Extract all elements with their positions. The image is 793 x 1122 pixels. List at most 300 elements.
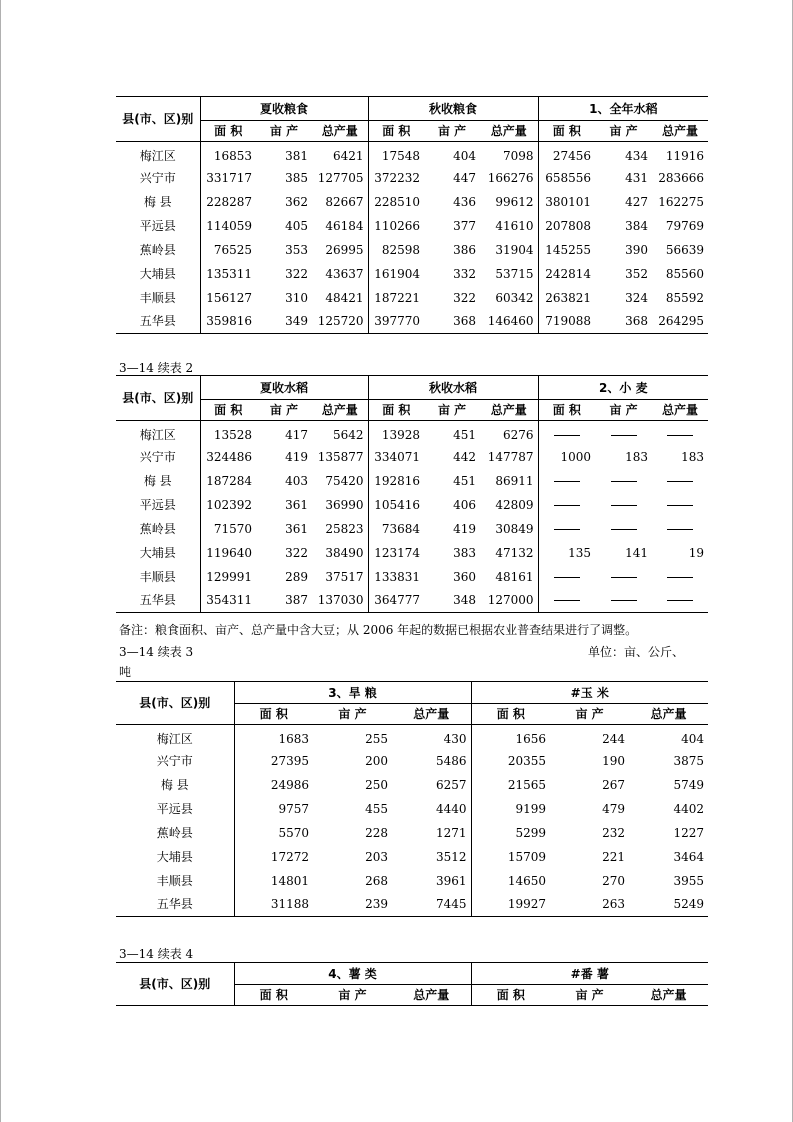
value-cell: 82598	[368, 238, 424, 262]
sub-header: 面 积	[200, 121, 256, 142]
sub-header: 总产量	[312, 121, 368, 142]
value-cell: 7098	[503, 148, 534, 163]
table-row	[116, 214, 708, 238]
value-cell: 102392	[200, 493, 256, 517]
sub-header: 面 积	[234, 985, 313, 1006]
sub-header: 总产量	[629, 985, 708, 1006]
value-cell: 5570	[234, 821, 313, 845]
table-1	[116, 96, 708, 334]
sub-header: 亩 产	[595, 400, 652, 421]
value-cell: 166276	[487, 170, 534, 185]
county-name: 平远县	[156, 801, 193, 816]
value-cell: 386	[453, 242, 477, 257]
table-row	[116, 541, 708, 565]
no-data-dash	[538, 517, 595, 541]
county-name: 梅 县	[143, 473, 172, 488]
no-data-dash	[595, 517, 652, 541]
value-cell: 430	[443, 731, 467, 746]
value-cell: 322	[285, 545, 308, 560]
value-cell: 442	[453, 449, 477, 464]
value-cell: 451	[453, 473, 477, 488]
sub-header: 面 积	[368, 121, 424, 142]
county-name: 平远县	[139, 497, 176, 512]
group-header: 3、旱 粮	[234, 682, 471, 704]
value-cell: 200	[365, 753, 388, 768]
value-cell: 19	[688, 545, 705, 560]
value-cell: 141	[625, 545, 649, 560]
table-row	[116, 469, 708, 493]
value-cell: 119640	[200, 541, 256, 565]
value-cell: 6276	[503, 427, 534, 442]
sub-header: 亩 产	[256, 400, 312, 421]
county-name: 五华县	[116, 589, 200, 613]
value-cell: 359816	[200, 310, 256, 334]
value-cell: 60342	[495, 290, 534, 305]
value-cell: 404	[681, 731, 705, 746]
sub-header: 面 积	[538, 400, 595, 421]
value-cell: 183	[681, 449, 705, 464]
value-cell: 322	[453, 290, 477, 305]
table-4	[116, 962, 708, 1006]
value-cell: 85560	[665, 266, 705, 281]
value-cell: 3464	[673, 849, 705, 864]
value-cell: 334071	[368, 445, 424, 469]
county-name: 兴宁市	[139, 170, 176, 185]
table-row	[116, 565, 708, 589]
table-2-note: 备注：粮食面积、亩产、总产量中含大豆；从 2006 年起的数据已根据农业普查结果进行了调整。	[119, 623, 638, 637]
value-cell: 146460	[480, 310, 538, 334]
value-cell: 56639	[665, 242, 705, 257]
group-header: 秋收水稻	[368, 376, 538, 400]
sub-header: 总产量	[392, 704, 471, 725]
value-cell: 145255	[538, 238, 595, 262]
value-cell: 127705	[317, 170, 364, 185]
dash-mark	[554, 600, 580, 601]
value-cell: 244	[602, 731, 626, 746]
value-cell: 26995	[325, 242, 364, 257]
value-cell: 162275	[658, 194, 705, 209]
value-cell: 137030	[312, 589, 368, 613]
value-cell: 187284	[200, 469, 256, 493]
value-cell: 207808	[538, 214, 595, 238]
sub-header: 面 积	[368, 400, 424, 421]
group-header: 2、小 麦	[538, 376, 708, 400]
value-cell: 447	[453, 170, 477, 185]
value-cell: 15709	[471, 845, 550, 869]
sub-header: 面 积	[234, 704, 313, 725]
value-cell: 38490	[325, 545, 364, 560]
county-name: 丰顺县	[156, 873, 193, 888]
value-cell: 123174	[368, 541, 424, 565]
value-cell: 156127	[200, 286, 256, 310]
dash-mark	[554, 435, 580, 436]
no-data-dash	[652, 589, 708, 613]
value-cell: 36990	[325, 497, 364, 512]
table-row	[116, 725, 708, 749]
table-3-caption: 3—14 续表 3	[119, 645, 194, 659]
group-header: #番 薯	[471, 963, 708, 985]
no-data-dash	[538, 493, 595, 517]
value-cell: 1656	[471, 725, 550, 749]
value-cell: 19927	[471, 893, 550, 917]
value-cell: 354311	[200, 589, 256, 613]
table-row	[116, 797, 708, 821]
dash-mark	[667, 529, 693, 530]
dash-mark	[554, 481, 580, 482]
value-cell: 183	[625, 449, 649, 464]
value-cell: 135311	[200, 262, 256, 286]
value-cell: 353	[285, 242, 308, 257]
table-row	[116, 286, 708, 310]
value-cell: 387	[256, 589, 312, 613]
county-name: 兴宁市	[156, 753, 193, 768]
row-header: 县(市、区)别	[116, 963, 234, 1006]
value-cell: 1227	[673, 825, 705, 840]
county-name: 梅江区	[139, 427, 176, 442]
county-name: 蕉岭县	[156, 825, 193, 840]
sub-header: 面 积	[200, 400, 256, 421]
no-data-dash	[595, 421, 652, 445]
dash-mark	[667, 577, 693, 578]
value-cell: 385	[285, 170, 308, 185]
table-row	[116, 869, 708, 893]
value-cell: 27395	[234, 749, 313, 773]
value-cell: 436	[453, 194, 477, 209]
value-cell: 85592	[665, 290, 705, 305]
value-cell: 47132	[495, 545, 534, 560]
value-cell: 21565	[471, 773, 550, 797]
no-data-dash	[652, 565, 708, 589]
dash-mark	[667, 505, 693, 506]
value-cell: 3955	[673, 873, 705, 888]
no-data-dash	[652, 517, 708, 541]
value-cell: 5642	[332, 427, 364, 442]
dash-mark	[611, 529, 637, 530]
value-cell: 75420	[325, 473, 364, 488]
table-row	[116, 310, 708, 334]
value-cell: 405	[285, 218, 308, 233]
county-name: 丰顺县	[139, 569, 176, 584]
value-cell: 255	[365, 731, 388, 746]
value-cell: 283666	[658, 170, 705, 185]
value-cell: 133831	[368, 565, 424, 589]
sub-header: 亩 产	[550, 704, 629, 725]
value-cell: 129991	[200, 565, 256, 589]
value-cell: 3512	[435, 849, 467, 864]
value-cell: 362	[285, 194, 308, 209]
sub-header: 亩 产	[256, 121, 312, 142]
value-cell: 6257	[435, 777, 467, 792]
value-cell: 221	[602, 849, 626, 864]
table-row	[116, 749, 708, 773]
value-cell: 99612	[495, 194, 534, 209]
no-data-dash	[595, 589, 652, 613]
value-cell: 3875	[673, 753, 705, 768]
value-cell: 13528	[200, 421, 256, 445]
value-cell: 719088	[538, 310, 595, 334]
no-data-dash	[538, 589, 595, 613]
value-cell: 6421	[332, 148, 364, 163]
value-cell: 17272	[234, 845, 313, 869]
dash-mark	[611, 600, 637, 601]
value-cell: 86911	[495, 473, 534, 488]
row-header: 县(市、区)别	[116, 97, 200, 142]
value-cell: 5299	[471, 821, 550, 845]
value-cell: 228510	[368, 190, 424, 214]
county-name: 蕉岭县	[139, 242, 176, 257]
value-cell: 232	[602, 825, 626, 840]
value-cell: 380101	[538, 190, 595, 214]
table-3	[116, 681, 708, 917]
group-header: 1、全年水稻	[538, 97, 708, 121]
value-cell: 406	[453, 497, 477, 512]
value-cell: 324486	[200, 445, 256, 469]
value-cell: 11916	[665, 148, 705, 163]
county-name: 梅 县	[143, 194, 172, 209]
value-cell: 263821	[538, 286, 595, 310]
table-row	[116, 190, 708, 214]
value-cell: 14650	[471, 869, 550, 893]
value-cell: 161904	[368, 262, 424, 286]
value-cell: 31188	[234, 893, 313, 917]
unit-label: 单位：亩、公斤、	[588, 645, 685, 659]
row-header: 县(市、区)别	[116, 376, 200, 421]
no-data-dash	[652, 469, 708, 493]
sub-header: 亩 产	[424, 121, 480, 142]
value-cell: 127000	[480, 589, 538, 613]
value-cell: 187221	[368, 286, 424, 310]
dash-mark	[611, 577, 637, 578]
value-cell: 381	[285, 148, 308, 163]
value-cell: 192816	[368, 469, 424, 493]
value-cell: 372232	[368, 166, 424, 190]
no-data-dash	[652, 421, 708, 445]
value-cell: 37517	[325, 569, 364, 584]
value-cell: 9757	[234, 797, 313, 821]
dash-mark	[611, 481, 637, 482]
value-cell: 368	[424, 310, 480, 334]
sub-header: 亩 产	[595, 121, 652, 142]
county-name: 大埔县	[156, 849, 193, 864]
dash-mark	[667, 600, 693, 601]
value-cell: 384	[625, 218, 649, 233]
value-cell: 404	[453, 148, 477, 163]
value-cell: 397770	[368, 310, 424, 334]
value-cell: 267	[602, 777, 626, 792]
value-cell: 352	[625, 266, 649, 281]
value-cell: 7445	[392, 893, 471, 917]
value-cell: 377	[453, 218, 477, 233]
value-cell: 360	[453, 569, 477, 584]
value-cell: 79769	[665, 218, 705, 233]
table-4-caption: 3—14 续表 4	[119, 947, 194, 961]
sub-header: 亩 产	[313, 985, 392, 1006]
county-name: 梅 县	[160, 777, 189, 792]
table-row	[116, 166, 708, 190]
table-row	[116, 421, 708, 445]
no-data-dash	[595, 469, 652, 493]
value-cell: 263	[550, 893, 629, 917]
table-row	[116, 493, 708, 517]
value-cell: 310	[285, 290, 308, 305]
no-data-dash	[595, 493, 652, 517]
value-cell: 431	[625, 170, 649, 185]
value-cell: 403	[285, 473, 308, 488]
value-cell: 348	[424, 589, 480, 613]
no-data-dash	[538, 565, 595, 589]
value-cell: 5749	[673, 777, 705, 792]
value-cell: 368	[595, 310, 652, 334]
sub-header: 亩 产	[313, 704, 392, 725]
row-header: 县(市、区)别	[116, 682, 234, 725]
value-cell: 27456	[538, 142, 595, 166]
value-cell: 1271	[435, 825, 467, 840]
sub-header: 总产量	[652, 121, 708, 142]
group-header: 夏收水稻	[200, 376, 368, 400]
value-cell: 349	[256, 310, 312, 334]
value-cell: 190	[602, 753, 626, 768]
value-cell: 48161	[495, 569, 534, 584]
county-name: 蕉岭县	[139, 521, 176, 536]
value-cell: 479	[602, 801, 626, 816]
value-cell: 25823	[325, 521, 364, 536]
value-cell: 13928	[368, 421, 424, 445]
value-cell: 16853	[200, 142, 256, 166]
value-cell: 419	[453, 521, 477, 536]
value-cell: 105416	[368, 493, 424, 517]
table-row	[116, 262, 708, 286]
no-data-dash	[538, 469, 595, 493]
no-data-dash	[595, 565, 652, 589]
value-cell: 17548	[368, 142, 424, 166]
value-cell: 4440	[435, 801, 467, 816]
value-cell: 1000	[538, 445, 595, 469]
dash-mark	[554, 505, 580, 506]
value-cell: 3961	[435, 873, 467, 888]
value-cell: 239	[313, 893, 392, 917]
value-cell: 361	[285, 497, 308, 512]
value-cell: 289	[285, 569, 308, 584]
sub-header: 面 积	[538, 121, 595, 142]
table-2-caption: 3—14 续表 2	[119, 361, 194, 375]
value-cell: 42809	[495, 497, 534, 512]
county-name: 五华县	[116, 310, 200, 334]
dash-mark	[611, 435, 637, 436]
dash-mark	[554, 577, 580, 578]
value-cell: 331717	[200, 166, 256, 190]
value-cell: 250	[365, 777, 388, 792]
value-cell: 228287	[200, 190, 256, 214]
table-row	[116, 238, 708, 262]
value-cell: 332	[453, 266, 477, 281]
value-cell: 417	[285, 427, 308, 442]
dash-mark	[554, 529, 580, 530]
county-name: 丰顺县	[139, 290, 176, 305]
table-row	[116, 142, 708, 166]
value-cell: 427	[625, 194, 649, 209]
county-name: 大埔县	[139, 545, 176, 560]
page-left-border	[0, 0, 1, 1122]
table-row	[116, 845, 708, 869]
value-cell: 5249	[629, 893, 708, 917]
county-name: 梅江区	[156, 731, 193, 746]
value-cell: 20355	[471, 749, 550, 773]
value-cell: 48421	[325, 290, 364, 305]
county-name: 大埔县	[139, 266, 176, 281]
value-cell: 110266	[368, 214, 424, 238]
value-cell: 658556	[538, 166, 595, 190]
value-cell: 31904	[495, 242, 534, 257]
group-header: #玉 米	[471, 682, 708, 704]
group-header: 秋收粮食	[368, 97, 538, 121]
value-cell: 455	[365, 801, 388, 816]
county-name: 平远县	[139, 218, 176, 233]
value-cell: 14801	[234, 869, 313, 893]
county-name: 梅江区	[139, 148, 176, 163]
sub-header: 总产量	[629, 704, 708, 725]
sub-header: 亩 产	[550, 985, 629, 1006]
value-cell: 270	[602, 873, 626, 888]
value-cell: 383	[453, 545, 477, 560]
value-cell: 364777	[368, 589, 424, 613]
value-cell: 324	[625, 290, 649, 305]
value-cell: 203	[365, 849, 388, 864]
value-cell: 5486	[435, 753, 467, 768]
county-name: 兴宁市	[139, 449, 176, 464]
value-cell: 147787	[487, 449, 534, 464]
group-header: 夏收粮食	[200, 97, 368, 121]
no-data-dash	[538, 421, 595, 445]
value-cell: 135877	[317, 449, 364, 464]
value-cell: 322	[285, 266, 308, 281]
value-cell: 434	[625, 148, 649, 163]
value-cell: 82667	[325, 194, 364, 209]
sub-header: 总产量	[312, 400, 368, 421]
value-cell: 361	[285, 521, 308, 536]
sub-header: 总产量	[480, 121, 538, 142]
value-cell: 264295	[652, 310, 708, 334]
value-cell: 1683	[234, 725, 313, 749]
value-cell: 135	[538, 541, 595, 565]
table-row	[116, 517, 708, 541]
table-row	[116, 589, 708, 613]
value-cell: 451	[453, 427, 477, 442]
value-cell: 76525	[200, 238, 256, 262]
sub-header: 总产量	[392, 985, 471, 1006]
county-name: 五华县	[116, 893, 234, 917]
value-cell: 71570	[200, 517, 256, 541]
table-row	[116, 893, 708, 917]
table-row	[116, 445, 708, 469]
dash-mark	[611, 505, 637, 506]
table-row	[116, 821, 708, 845]
sub-header: 总产量	[480, 400, 538, 421]
sub-header: 面 积	[471, 985, 550, 1006]
value-cell: 30849	[495, 521, 534, 536]
value-cell: 390	[625, 242, 649, 257]
sub-header: 总产量	[652, 400, 708, 421]
sub-header: 亩 产	[424, 400, 480, 421]
value-cell: 242814	[538, 262, 595, 286]
value-cell: 4402	[673, 801, 705, 816]
table-2	[116, 375, 708, 613]
value-cell: 268	[365, 873, 388, 888]
sub-header: 面 积	[471, 704, 550, 725]
value-cell: 43637	[325, 266, 364, 281]
value-cell: 125720	[312, 310, 368, 334]
group-header: 4、薯 类	[234, 963, 471, 985]
value-cell: 73684	[368, 517, 424, 541]
